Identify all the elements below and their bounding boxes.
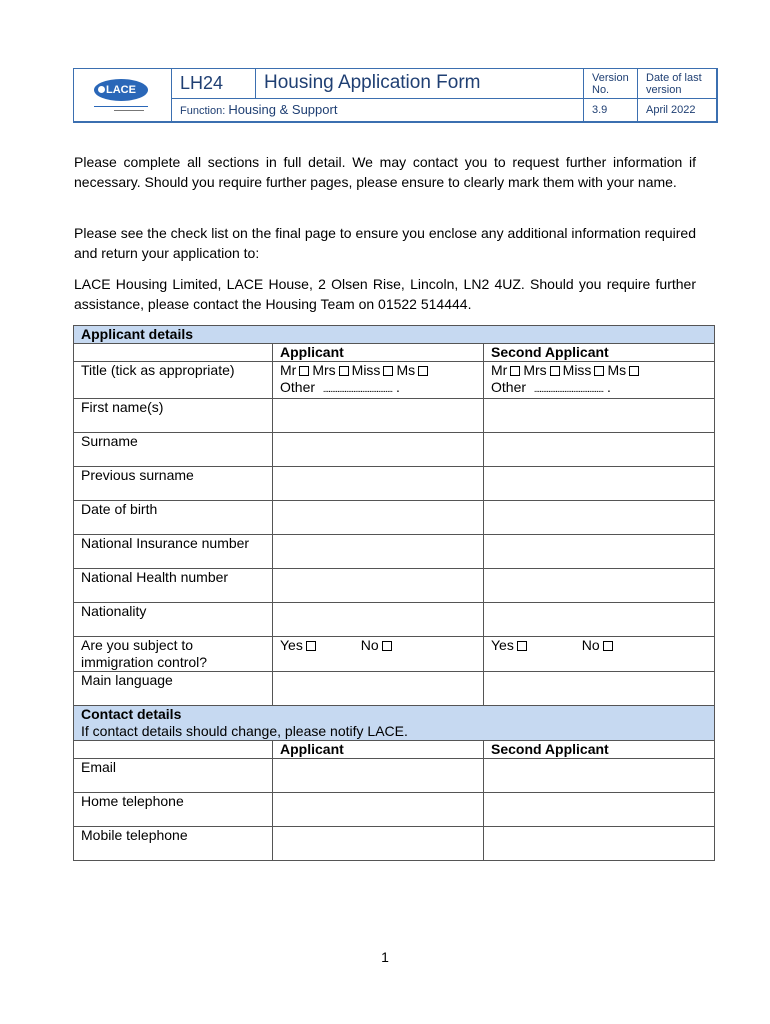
- checkbox[interactable]: [629, 366, 639, 376]
- checkbox[interactable]: [299, 366, 309, 376]
- title-mrs-label: Mrs: [523, 362, 547, 378]
- form-code: LH24: [172, 69, 256, 99]
- title-mr-label: Mr: [491, 362, 508, 378]
- empty-header-cell: [74, 741, 273, 759]
- function-line: [172, 99, 584, 122]
- applicant-main-language-field[interactable]: [273, 672, 484, 706]
- no-label: No: [581, 637, 600, 653]
- second-applicant-nhs-number-field[interactable]: [484, 569, 715, 603]
- applicant-column-header: Applicant: [273, 344, 484, 362]
- title-other-label: Other: [280, 379, 316, 395]
- applicant-ni-number-field[interactable]: [273, 535, 484, 569]
- second-applicant-title-options: Mr Mrs Miss Ms Other ....................................... .: [484, 362, 715, 399]
- applicant-previous-surname-field[interactable]: [273, 467, 484, 501]
- applicant-nhs-number-field[interactable]: [273, 569, 484, 603]
- intro-paragraph-3: LACE Housing Limited, LACE House, 2 Olsen Rise, Lincoln, LN2 4UZ. Should you require further assistance, please contact the Housing Team on 01522 514444.: [74, 276, 696, 312]
- logo-text: LACE: [106, 84, 136, 96]
- checkbox[interactable]: [339, 366, 349, 376]
- second-applicant-immigration-options: [484, 637, 715, 672]
- second-applicant-ni-number-field[interactable]: [484, 535, 715, 569]
- function-label: Function:: [180, 105, 226, 117]
- second-applicant-main-language-field[interactable]: [484, 672, 715, 706]
- second-applicant-column-header: Second Applicant: [484, 344, 715, 362]
- document-header: [73, 68, 718, 123]
- second-applicant-home-telephone-field[interactable]: [484, 793, 715, 827]
- immigration-label: Are you subject to immigration control?: [74, 637, 273, 672]
- second-applicant-nationality-field[interactable]: [484, 603, 715, 637]
- logo-oval: [94, 79, 148, 101]
- title-other-field[interactable]: .......................................: [322, 384, 393, 395]
- title-other-field[interactable]: .......................................: [533, 384, 604, 395]
- lace-logo: [74, 69, 172, 122]
- contact-second-applicant-column-header: Second Applicant: [484, 741, 715, 759]
- title-miss-label: Miss: [351, 362, 381, 378]
- applicant-first-name-field[interactable]: [273, 399, 484, 433]
- yes-label: Yes: [280, 637, 303, 653]
- second-applicant-email-field[interactable]: [484, 759, 715, 793]
- contact-heading-text: Contact details: [81, 706, 182, 722]
- title-ms-label: Ms: [607, 362, 627, 378]
- applicant-surname-field[interactable]: [273, 433, 484, 467]
- surname-label: Surname: [74, 433, 273, 467]
- function-value: Housing & Support: [228, 102, 338, 117]
- contact-applicant-column-header: Applicant: [273, 741, 484, 759]
- main-language-label: Main language: [74, 672, 273, 706]
- checkbox[interactable]: [383, 366, 393, 376]
- title-other-label: Other: [491, 379, 527, 395]
- email-label: Email: [74, 759, 273, 793]
- version-label: Version No.: [584, 69, 638, 99]
- second-applicant-surname-field[interactable]: [484, 433, 715, 467]
- title-ms-label: Ms: [396, 362, 416, 378]
- second-applicant-previous-surname-field[interactable]: [484, 467, 715, 501]
- empty-header-cell: [74, 344, 273, 362]
- nationality-label: Nationality: [74, 603, 273, 637]
- title-miss-label: Miss: [562, 362, 592, 378]
- checkbox[interactable]: [594, 366, 604, 376]
- form-title: Housing Application Form: [256, 69, 584, 99]
- applicant-home-telephone-field[interactable]: [273, 793, 484, 827]
- contact-section-heading: [74, 706, 715, 741]
- mobile-telephone-label: Mobile telephone: [74, 827, 273, 861]
- page-number: 1: [381, 949, 389, 965]
- second-applicant-mobile-telephone-field[interactable]: [484, 827, 715, 861]
- intro-paragraph-2: Please see the check list on the final page to ensure you enclose any additional information required and return your application to:: [74, 225, 696, 261]
- title-mr-label: Mr: [280, 362, 297, 378]
- checkbox[interactable]: [510, 366, 520, 376]
- no-label: No: [360, 637, 379, 653]
- application-table: [73, 325, 715, 861]
- previous-surname-label: Previous surname: [74, 467, 273, 501]
- home-telephone-label: Home telephone: [74, 793, 273, 827]
- contact-note: If contact details should change, please notify LACE.: [81, 723, 408, 739]
- checkbox[interactable]: [603, 641, 613, 651]
- title-mrs-label: Mrs: [312, 362, 336, 378]
- yes-label: Yes: [491, 637, 514, 653]
- checkbox[interactable]: [418, 366, 428, 376]
- applicant-title-options: Mr Mrs Miss Ms Other ....................................... .: [273, 362, 484, 399]
- applicant-immigration-options: [273, 637, 484, 672]
- intro-paragraph-1: Please complete all sections in full detail. We may contact you to request further information if necessary. Should you require further pages, please ensure to clearly mark them with your name.: [74, 154, 696, 190]
- first-name-label: First name(s): [74, 399, 273, 433]
- checkbox[interactable]: [517, 641, 527, 651]
- applicant-dob-field[interactable]: [273, 501, 484, 535]
- checkbox[interactable]: [306, 641, 316, 651]
- date-value: April 2022: [638, 99, 717, 122]
- applicant-mobile-telephone-field[interactable]: [273, 827, 484, 861]
- title-label: Title (tick as appropriate): [74, 362, 273, 399]
- version-value: 3.9: [584, 99, 638, 122]
- checkbox[interactable]: [550, 366, 560, 376]
- nhs-number-label: National Health number: [74, 569, 273, 603]
- checkbox[interactable]: [382, 641, 392, 651]
- applicant-section-heading: Applicant details: [74, 326, 715, 344]
- date-label: Date of last version: [638, 69, 717, 99]
- second-applicant-dob-field[interactable]: [484, 501, 715, 535]
- applicant-email-field[interactable]: [273, 759, 484, 793]
- ni-number-label: National Insurance number: [74, 535, 273, 569]
- logo-tagline-2: [114, 110, 144, 113]
- second-applicant-first-name-field[interactable]: [484, 399, 715, 433]
- dob-label: Date of birth: [74, 501, 273, 535]
- applicant-nationality-field[interactable]: [273, 603, 484, 637]
